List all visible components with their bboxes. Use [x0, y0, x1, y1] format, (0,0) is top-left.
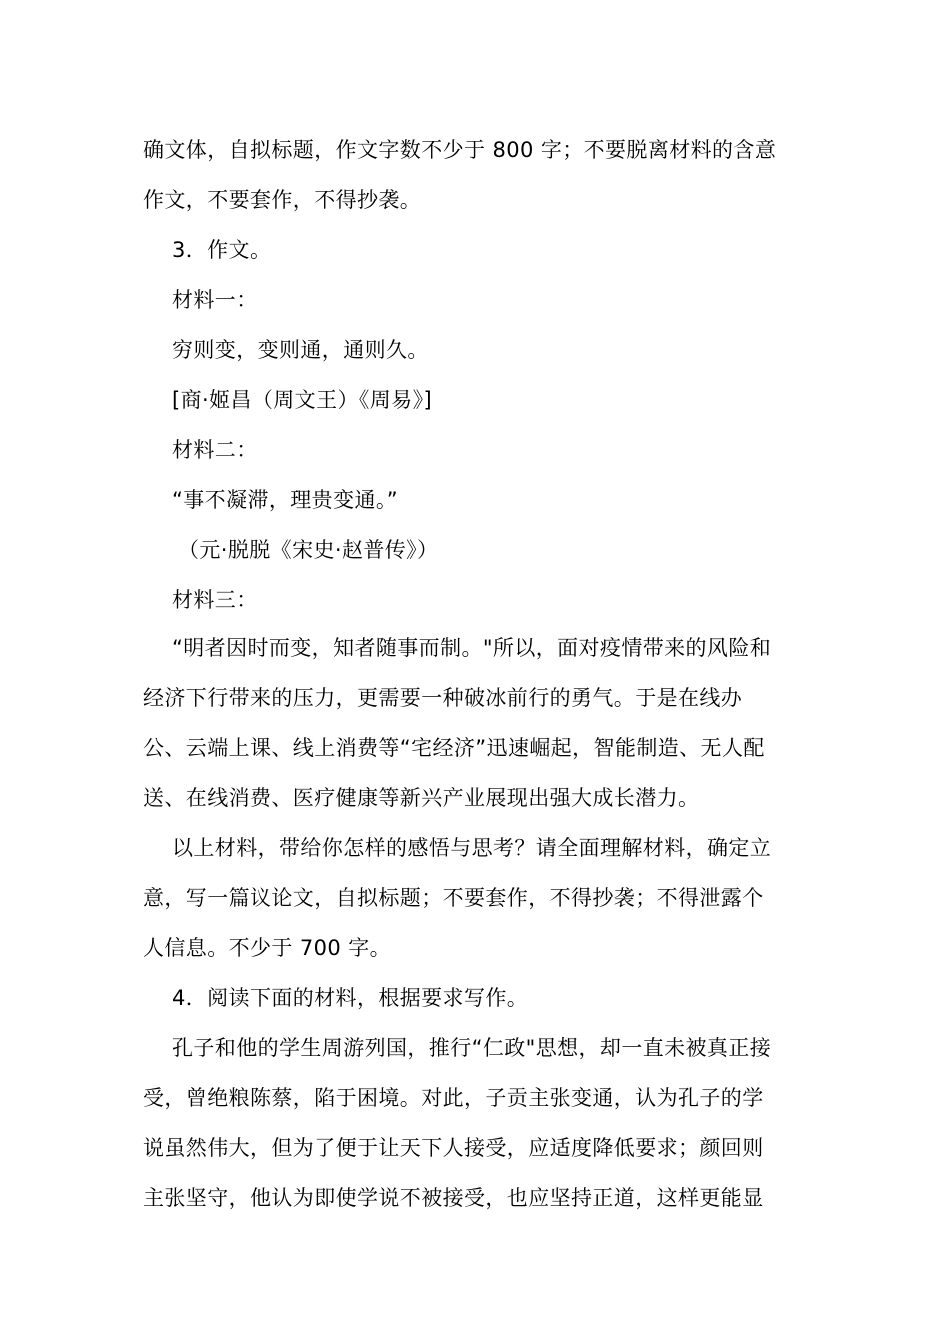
question-4-heading: 4．阅读下面的材料，根据要求写作。 [172, 986, 529, 1010]
material-1-quote: 穷则变，变则通，通则久。 [172, 338, 429, 362]
question-4-material: 主张坚守，他认为即使学说不被接受，也应坚持正道，这样更能显 [143, 1186, 764, 1210]
material-2-label: 材料二： [172, 438, 258, 462]
material-3-text: 经济下行带来的压力，更需要一种破冰前行的勇气。于是在线办 [143, 686, 743, 710]
question-4-material: 孔子和他的学生周游列国，推行“仁政"思想，却一直未被真正接 [172, 1036, 772, 1060]
material-3-label: 材料三： [172, 588, 258, 612]
text-line-continuation: 确文体，自拟标题，作文字数不少于 800 字；不要脱离材料的含意 [143, 138, 777, 162]
text-line-continuation: 作文，不要套作，不得抄袭。 [143, 188, 422, 212]
question-3-prompt: 人信息。不少于 700 字。 [143, 936, 392, 960]
material-3-text: “明者因时而变，知者随事而制。"所以，面对疫情带来的风险和 [172, 636, 772, 660]
question-4-material: 说虽然伟大，但为了便于让天下人接受，应适度降低要求；颜回则 [143, 1136, 764, 1160]
material-1-source: [商·姬昌（周文王）《周易》] [172, 388, 433, 412]
material-2-quote: “事不凝滞，理贵变通。” [172, 488, 399, 512]
question-3-prompt: 意，写一篇议论文，自拟标题；不要套作，不得抄袭；不得泄露个 [143, 886, 764, 910]
material-1-label: 材料一： [172, 288, 258, 312]
question-3-heading: 3．作文。 [172, 238, 272, 262]
material-3-text: 送、在线消费、医疗健康等新兴产业展现出强大成长潜力。 [143, 786, 700, 810]
question-3-prompt: 以上材料，带给你怎样的感悟与思考？请全面理解材料，确定立 [172, 836, 772, 860]
material-3-text: 公、云端上课、线上消费等“宅经济”迅速崛起，智能制造、无人配 [143, 736, 765, 760]
question-4-material: 受，曾绝粮陈蔡，陷于困境。对此，子贡主张变通，认为孔子的学 [143, 1086, 764, 1110]
material-2-source: （元·脱脱《宋史·赵普传》） [178, 538, 439, 562]
